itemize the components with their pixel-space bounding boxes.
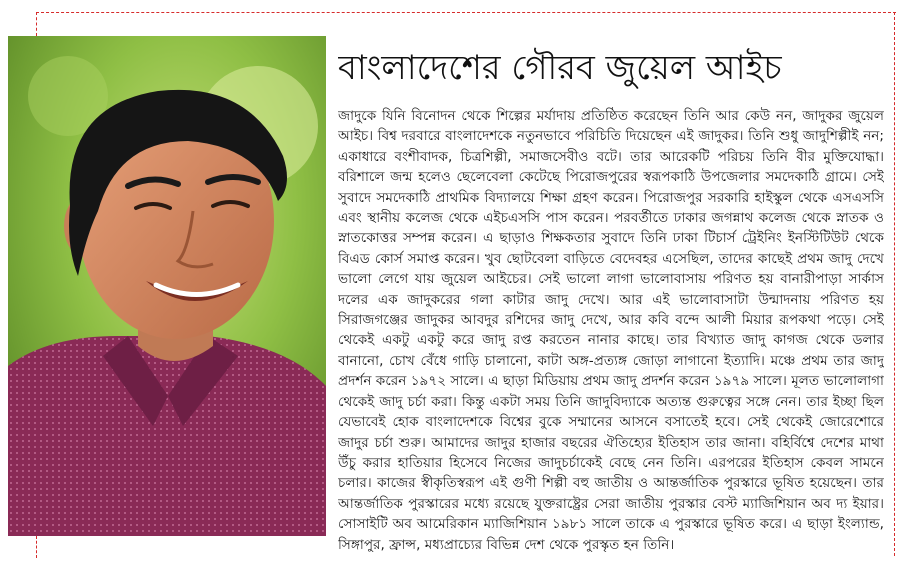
article-body: জাদুকে যিনি বিনোদন থেকে শিল্পের মর্যাদায় প্রতিষ্ঠিত করেছেন তিনি আর কেউ নন, জাদুকর জুয়েল আইচ। বিশ্ব দরবারে বাংলাদেশকে নতুনভাবে পরিচিতি দিয়েছেন এই জাদুকর। তিনি শুধু জাদুশিল্পীই নন; একাধারে বংশীবাদক, চিত্রশিল্পী, সমাজসেবীও বটে। তার আরেকটি পরিচয় তিনি বীর মুক্তিযোদ্ধা। বরিশালে জন্ম হলেও ছেলেবেলা কেটেছে পিরোজপুরের স্বরূপকাঠি উপজেলার সমদেকাঠি গ্রামে। সেই সুবাদে সমদেকাঠি প্রাথমিক বিদ্যালয়ে শিক্ষা গ্রহণ করেন। পিরোজপুর সরকারি হাইস্কুল থেকে এসএসসি এবং স্থানীয় কলেজ থেকে এইচএসসি পাস করেন। পরবর্তীতে ঢাকার জগন্নাথ কলেজ থেকে স্নাতক ও স্নাতকোত্তর সম্পন্ন করেন। এ ছাড়াও শিক্ষকতার সুবাদে তিনি ঢাকা টিচার্স ট্রেইনিং ইনস্টিটিউট থেকে বিএড কোর্স সমাপ্ত করেন। খুব ছোটবেলা বাড়িতে বেদেবহর এসেছিল, তাদের কাছেই প্রথম জাদু দেখে ভালো লেগে যায় জুয়েল আইচের। সেই ভালো লাগা ভালোবাসায় পরিণত হয় বানারীপাড়া সার্কাস দলের এক জাদুকরের গলা কাটার জাদু দেখে। আর এই ভালোবাসাটা উন্মাদনায় পরিণত হয় সিরাজগঞ্জের জাদুকর আবদুর রশিদের জাদু দেখে, আর কবি বন্দে আলী মিয়ার রূপকথা পড়ে। সেই থেকেই একটু একটু করে জাদু রপ্ত করতেন নানার কাছে। তার বিখ্যাত জাদু কাগজ থেকে ডলার বানানো, চোখ বেঁধে গাড়ি চালানো, কাটা অঙ্গ-প্রত্যঙ্গ জোড়া লাগানো ইত্যাদি। মঞ্চে প্রথম তার জাদু প্রদর্শন করেন ১৯৭২ সালে। এ ছাড়া মিডিয়ায় প্রথম জাদু প্রদর্শন করেন ১৯৭৯ সালে। মূলত ভালোলাগা থেকেই জাদু চর্চা করা। কিন্তু একটা সময় তিনি জাদুবিদ্যাকে অত্যন্ত গুরুত্বের সঙ্গে নেন। তার ইচ্ছা ছিল যেভাবেই হোক বাংলাদেশকে বিশ্বের বুকে সম্মানের আসনে বসাতেই হবে। সেই থেকেই জোরেশোরে জাদুর চর্চা শুরু। আমাদের জাদুর হাজার বছরের ঐতিহ্যের ইতিহাস তার জানা। বহির্বিশ্বে দেশের মাথা উঁচু করার হাতিয়ার হিসেবে নিজের জাদুচর্চাকেই বেছে নেন তিনি। এরপরের ইতিহাস কেবল সামনে চলার। কাজের স্বীকৃতিস্বরূপ এই গুণী শিল্পী বহু জাতীয় ও আন্তর্জাতিক পুরস্কারে ভূষিত হয়েছেন। তার আন্তর্জাতিক পুরস্কারের মধ্যে রয়েছে যুক্তরাষ্ট্রের সেরা জাতীয় পুরস্কার বেস্ট ম্যাজিশিয়ান অব দ্য ইয়ার। সোসাইটি অব আমেরিকান ম্যাজিশিয়ান ১৯৮১ সালে তাকে এ পুরস্কারে ভূষিত করে। এ ছাড়া ইংল্যান্ড, সিঙ্গাপুর, ফ্রান্স, মধ্যপ্রাচ্যের বিভিন্ন দেশ থেকে পুরস্কৃত হন তিনি।: [338, 108, 884, 552]
clipping-border-right: [894, 12, 895, 556]
portrait-illustration: [8, 36, 326, 536]
portrait-photo: [8, 36, 326, 536]
clipping-border-left-bottom: [36, 536, 37, 558]
clipping-border-left-top: [36, 12, 37, 36]
article-title: বাংলাদেশের গৌরব জুয়েল আইচ: [338, 48, 782, 88]
clipping-border-top: [36, 12, 896, 13]
